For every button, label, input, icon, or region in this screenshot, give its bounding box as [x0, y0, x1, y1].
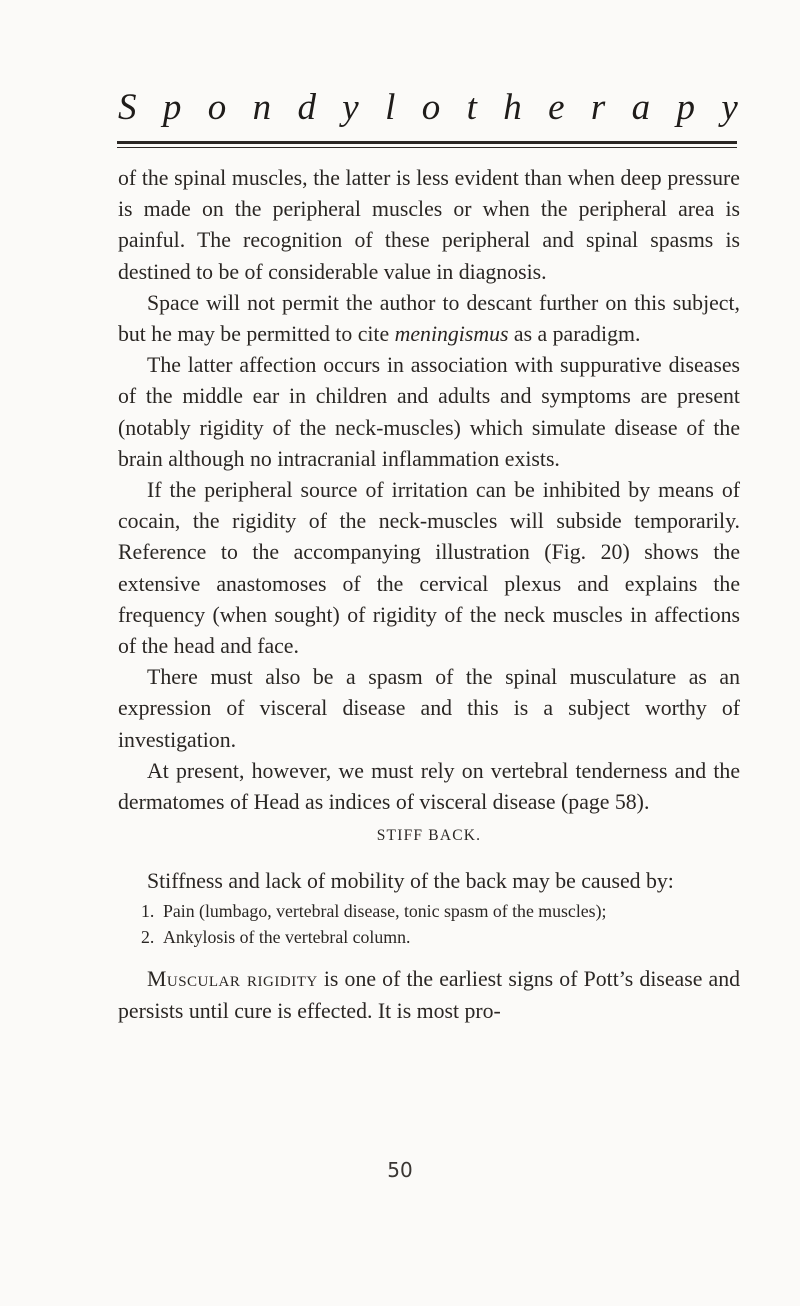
running-head-letter: o: [207, 87, 227, 128]
running-head-letter: l: [385, 87, 396, 128]
paragraph: [118, 964, 740, 1026]
running-head-letter: p: [676, 87, 696, 128]
header-rule-thick: [117, 141, 737, 144]
running-head-letter: S: [118, 87, 137, 128]
running-head-title: [118, 88, 738, 128]
section-heading: STIFF BACK.: [376, 827, 482, 845]
paragraph: There must also be a spasm of the spinal musculature as an expression of visceral disease and this is a subject worthy of investigation.: [118, 665, 740, 752]
paragraph-text: as a paradigm.: [508, 322, 641, 347]
running-head-letter: n: [252, 87, 272, 128]
running-head-letter: t: [466, 87, 477, 128]
list-item-number: 1.: [141, 901, 155, 922]
header-rule-thin: [117, 147, 737, 148]
list-item: [118, 899, 740, 925]
running-head-letter: d: [297, 87, 316, 128]
list-item-number: 2.: [141, 926, 155, 947]
running-head-letter: o: [421, 87, 441, 128]
paragraph: The latter affection occurs in association with suppurative diseases of the middle ear in children and adults and symptoms are present (notably rigidity of the neck-muscles) which simulate disease of the brain although no intracranial inflammation exists.: [118, 353, 740, 471]
paragraph: If the peripheral source of irritation can be inhibited by means of cocain, the rigidity of the neck-muscles will subside temporarily. Reference to the accompanying illustration (Fig. 20) shows the extensive anastomoses of the cervical plexus and explains the frequency (when sought) of rigidity of the neck muscles in affections of the head and face.: [118, 478, 740, 659]
running-head-letter: a: [631, 87, 651, 128]
cause-list: [118, 899, 740, 950]
page-number: 50: [387, 1158, 413, 1182]
smallcaps-lead: Muscular rigidity: [147, 967, 318, 992]
paragraph-text: is one of the earliest signs of Pott’s disease and persists until cure is effected. It is most pro-: [118, 967, 740, 1023]
paragraph: of the spinal muscles, the latter is less evident than when deep pressure is made on the peripheral muscles or when the peripheral area is painful. The recognition of these peripheral and spinal spasms is destined to be of considerable value in diagnosis.: [118, 166, 740, 284]
list-item-text: Pain (lumbago, vertebral disease, tonic spasm of the muscles);: [163, 901, 607, 922]
list-item: [118, 925, 740, 951]
body-text: [118, 163, 740, 1027]
running-head-letter: y: [721, 87, 738, 128]
paragraph: At present, however, we must rely on vertebral tenderness and the dermatomes of Head as indices of visceral disease (page 58).: [118, 758, 740, 815]
paragraph-text: Space will not permit the author to descant further on this subject, but he may be permitted to cite: [118, 290, 740, 347]
running-head-letter: y: [342, 87, 359, 128]
running-head-letter: e: [548, 87, 565, 128]
italic-term: meningismus: [394, 322, 509, 347]
paragraph: Stiffness and lack of mobility of the back may be caused by:: [147, 869, 674, 894]
running-head-letter: r: [590, 87, 606, 128]
list-item-text: Ankylosis of the vertebral column.: [163, 926, 411, 947]
running-head-letter: p: [162, 87, 182, 128]
running-head-letter: h: [503, 87, 522, 128]
paragraph: [118, 288, 740, 350]
